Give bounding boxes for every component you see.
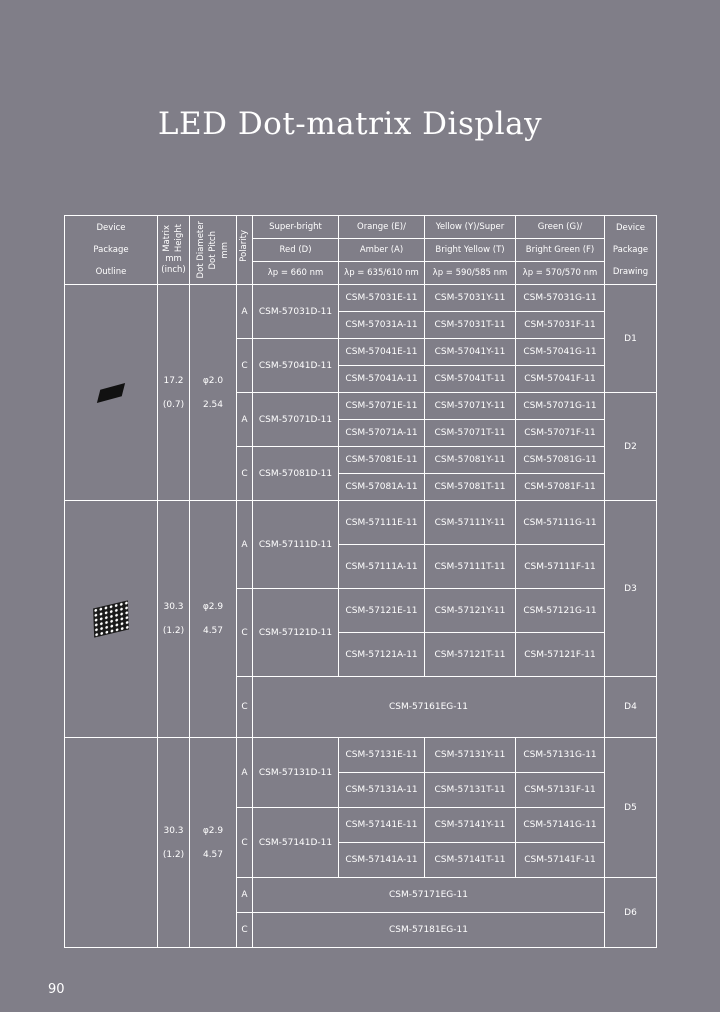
orange-part: CSM-57111E-11 — [339, 501, 425, 545]
dot-pitch-cell: φ2.9 4.57 — [190, 501, 237, 738]
header-red: Super-bright — [253, 216, 339, 239]
header-yellow-wavelength: λp = 590/585 nm — [425, 262, 516, 285]
polarity-cell: C — [237, 677, 253, 738]
amber-part: CSM-57031A-11 — [339, 312, 425, 339]
polarity-cell: A — [237, 738, 253, 808]
red-part: CSM-57081D-11 — [253, 447, 339, 501]
amber-part: CSM-57081A-11 — [339, 474, 425, 501]
green-part: CSM-57081G-11 — [516, 447, 605, 474]
amber-part: CSM-57121A-11 — [339, 633, 425, 677]
bright-yellow-part: CSM-57141T-11 — [425, 843, 516, 878]
header-yellow-sub: Bright Yellow (T) — [425, 239, 516, 262]
header-orange-wavelength: λp = 635/610 nm — [339, 262, 425, 285]
red-part: CSM-57131D-11 — [253, 738, 339, 808]
bright-green-part: CSM-57111F-11 — [516, 545, 605, 589]
bright-yellow-part: CSM-57031T-11 — [425, 312, 516, 339]
dot-pitch-cell: φ2.0 2.54 — [190, 285, 237, 501]
bright-green-part: CSM-57041F-11 — [516, 366, 605, 393]
bicolor-part: CSM-57181EG-11 — [253, 913, 605, 948]
page-number: 90 — [48, 982, 65, 997]
bright-yellow-part: CSM-57041T-11 — [425, 366, 516, 393]
yellow-part: CSM-57071Y-11 — [425, 393, 516, 420]
red-part: CSM-57111D-11 — [253, 501, 339, 589]
green-part: CSM-57131G-11 — [516, 738, 605, 773]
matrix-height-cell: 17.2 (0.7) — [158, 285, 190, 501]
amber-part: CSM-57141A-11 — [339, 843, 425, 878]
header-green: Green (G)/ — [516, 216, 605, 239]
amber-part: CSM-57041A-11 — [339, 366, 425, 393]
yellow-part: CSM-57131Y-11 — [425, 738, 516, 773]
green-part: CSM-57121G-11 — [516, 589, 605, 633]
red-part: CSM-57041D-11 — [253, 339, 339, 393]
orange-part: CSM-57121E-11 — [339, 589, 425, 633]
polarity-cell: C — [237, 913, 253, 948]
large-dot-matrix-package-icon — [93, 600, 129, 637]
green-part: CSM-57031G-11 — [516, 285, 605, 312]
amber-part: CSM-57071A-11 — [339, 420, 425, 447]
yellow-part: CSM-57111Y-11 — [425, 501, 516, 545]
drawing-cell: D4 — [605, 677, 657, 738]
orange-part: CSM-57131E-11 — [339, 738, 425, 773]
red-part: CSM-57071D-11 — [253, 393, 339, 447]
bright-green-part: CSM-57031F-11 — [516, 312, 605, 339]
green-part: CSM-57111G-11 — [516, 501, 605, 545]
bright-green-part: CSM-57121F-11 — [516, 633, 605, 677]
header-device-outline: Device Package Outline — [65, 216, 158, 285]
bright-yellow-part: CSM-57111T-11 — [425, 545, 516, 589]
polarity-cell: A — [237, 878, 253, 913]
yellow-part: CSM-57031Y-11 — [425, 285, 516, 312]
bright-green-part: CSM-57141F-11 — [516, 843, 605, 878]
bright-yellow-part: CSM-57131T-11 — [425, 773, 516, 808]
table-row — [65, 285, 657, 312]
yellow-part: CSM-57041Y-11 — [425, 339, 516, 366]
header-green-sub: Bright Green (F) — [516, 239, 605, 262]
orange-part: CSM-57141E-11 — [339, 808, 425, 843]
bright-green-part: CSM-57081F-11 — [516, 474, 605, 501]
table-row — [65, 501, 657, 545]
dot-matrix-spec-table — [64, 215, 657, 948]
drawing-cell: D5 — [605, 738, 657, 878]
amber-part: CSM-57131A-11 — [339, 773, 425, 808]
red-part: CSM-57121D-11 — [253, 589, 339, 677]
yellow-part: CSM-57081Y-11 — [425, 447, 516, 474]
small-dot-matrix-package-icon — [97, 382, 125, 402]
header-red-sub: Red (D) — [253, 239, 339, 262]
polarity-cell: A — [237, 285, 253, 339]
dot-pitch-cell: φ2.9 4.57 — [190, 738, 237, 948]
yellow-part: CSM-57121Y-11 — [425, 589, 516, 633]
orange-part: CSM-57071E-11 — [339, 393, 425, 420]
header-drawing: Device Package Drawing — [605, 216, 657, 285]
matrix-height-cell: 30.3 (1.2) — [158, 501, 190, 738]
bicolor-part: CSM-57171EG-11 — [253, 878, 605, 913]
page-title: LED Dot-matrix Display — [157, 106, 543, 142]
polarity-cell: C — [237, 339, 253, 393]
bright-green-part: CSM-57071F-11 — [516, 420, 605, 447]
package-outline-small — [65, 285, 158, 501]
package-outline-blank — [65, 738, 158, 948]
polarity-cell: A — [237, 501, 253, 589]
drawing-cell: D1 — [605, 285, 657, 393]
header-orange-sub: Amber (A) — [339, 239, 425, 262]
drawing-cell: D3 — [605, 501, 657, 677]
amber-part: CSM-57111A-11 — [339, 545, 425, 589]
drawing-cell: D2 — [605, 393, 657, 501]
bright-green-part: CSM-57131F-11 — [516, 773, 605, 808]
header-matrix-height: Matrix Height mm (inch) — [158, 216, 190, 285]
bright-yellow-part: CSM-57121T-11 — [425, 633, 516, 677]
header-green-wavelength: λp = 570/570 nm — [516, 262, 605, 285]
header-red-wavelength: λp = 660 nm — [253, 262, 339, 285]
bright-yellow-part: CSM-57071T-11 — [425, 420, 516, 447]
green-part: CSM-57041G-11 — [516, 339, 605, 366]
header-dot-pitch: Dot Diameter Dot Pitch mm — [190, 216, 237, 285]
green-part: CSM-57071G-11 — [516, 393, 605, 420]
orange-part: CSM-57081E-11 — [339, 447, 425, 474]
polarity-cell: C — [237, 447, 253, 501]
red-part: CSM-57031D-11 — [253, 285, 339, 339]
drawing-cell: D6 — [605, 878, 657, 948]
header-orange: Orange (E)/ — [339, 216, 425, 239]
table-row — [65, 738, 657, 773]
orange-part: CSM-57041E-11 — [339, 339, 425, 366]
package-outline-large — [65, 501, 158, 738]
matrix-height-cell: 30.3 (1.2) — [158, 738, 190, 948]
polarity-cell: C — [237, 589, 253, 677]
bright-yellow-part: CSM-57081T-11 — [425, 474, 516, 501]
polarity-cell: A — [237, 393, 253, 447]
header-polarity: Polarity — [237, 216, 253, 285]
red-part: CSM-57141D-11 — [253, 808, 339, 878]
bicolor-part: CSM-57161EG-11 — [253, 677, 605, 738]
green-part: CSM-57141G-11 — [516, 808, 605, 843]
yellow-part: CSM-57141Y-11 — [425, 808, 516, 843]
polarity-cell: C — [237, 808, 253, 878]
orange-part: CSM-57031E-11 — [339, 285, 425, 312]
header-yellow: Yellow (Y)/Super — [425, 216, 516, 239]
